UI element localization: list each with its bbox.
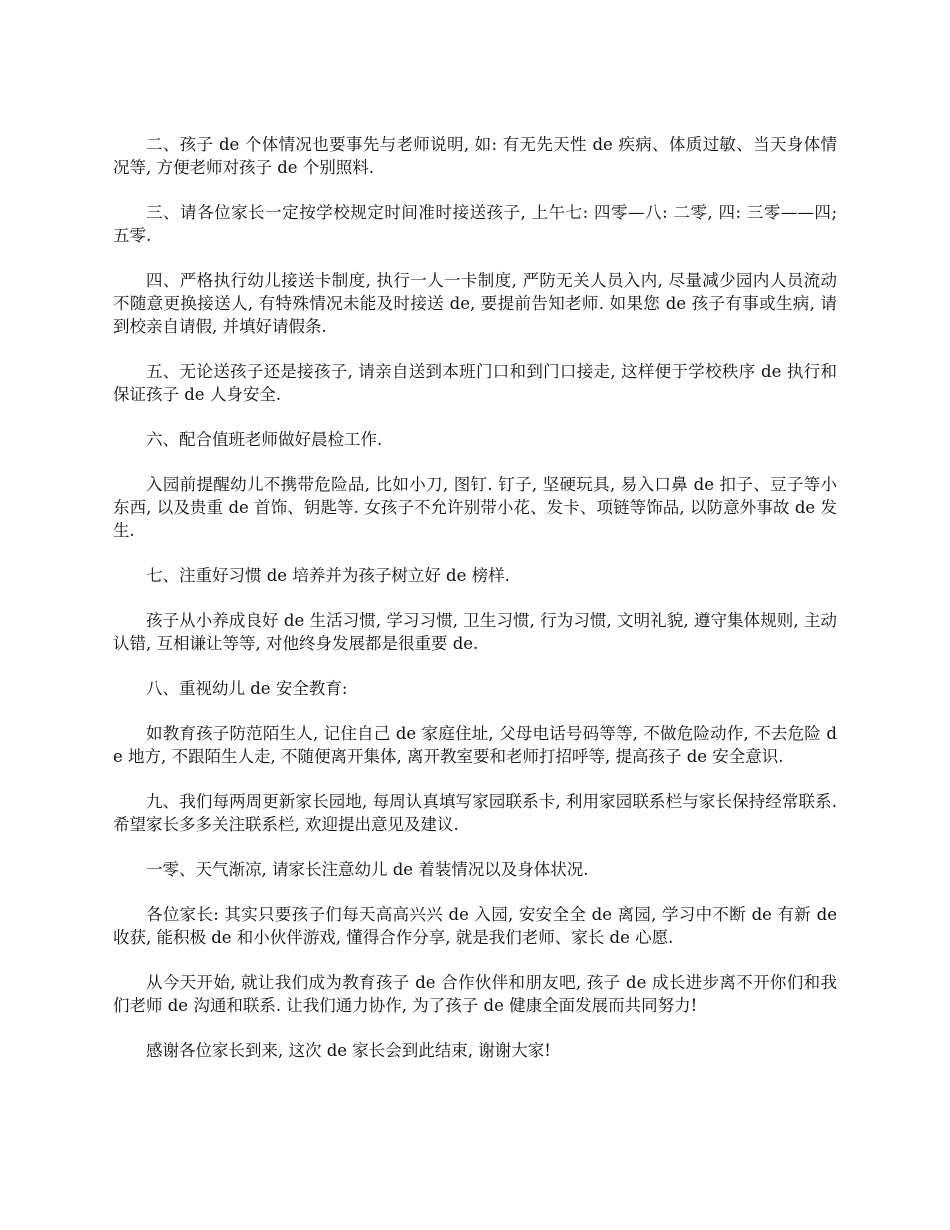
paragraph-parents-wish: 各位家长: 其实只要孩子们每天高高兴兴 de 入园, 安安全全 de 离园, 学习中不断 de 有新 de 收获, 能积极 de 和小伙伴游戏, 懂得合作分享, 就是我们老师、家长 de 心愿.: [113, 905, 837, 947]
paragraph-item-10-weather: 一零、天气渐凉, 请家长注意幼儿 de 着装情况以及身体状况.: [146, 860, 589, 879]
paragraph-cooperation: 从今天开始, 就让我们成为教育孩子 de 合作伙伴和朋友吧, 孩子 de 成长进步离不开你们和我们老师 de 沟通和联系. 让我们通力协作, 为了孩子 de 健康全面发展而共同努力!: [113, 973, 837, 1015]
paragraph-item-2-child-info: 二、孩子 de 个体情况也要事先与老师说明, 如: 有无先天性 de 疾病、体质过敏、当天身体情况等, 方便老师对孩子 de 个别照料.: [113, 135, 837, 177]
paragraph-dangerous-items: 入园前提醒幼儿不携带危险品, 比如小刀, 图钉. 钉子, 坚硬玩具, 易入口鼻 de 扣子、豆子等小东西, 以及贵重 de 首饰、钥匙等. 女孩子不允许别带小花、发卡、项链等饰品, 以防意外事故 de 发生.: [113, 475, 837, 540]
paragraph-item-7-habits: 七、注重好习惯 de 培养并为孩子树立好 de 榜样.: [146, 566, 510, 585]
paragraph-item-4-pickup-card: 四、严格执行幼儿接送卡制度, 执行一人一卡制度, 严防无关人员入内, 尽量减少园内人员流动不随意更换接送人, 有特殊情况未能及时接送 de, 要提前告知老师. 如果您 de 孩子有事或生病, 请到校亲自请假, 并填好请假条.: [113, 271, 837, 336]
paragraph-item-3-pickup-time: 三、请各位家长一定按学校规定时间准时接送孩子, 上午七: 四零—八: 二零, 四: 三零——四; 五零.: [113, 203, 837, 245]
document-body: [113, 133, 837, 1084]
paragraph-closing: 感谢各位家长到来, 这次 de 家长会到此结束, 谢谢大家!: [146, 1041, 551, 1060]
paragraph-item-5-dropoff: 五、无论送孩子还是接孩子, 请亲自送到本班门口和到门口接走, 这样便于学校秩序 de 执行和保证孩子 de 人身安全.: [113, 362, 837, 404]
paragraph-item-6-morning-check: 六、配合值班老师做好晨检工作.: [146, 430, 383, 449]
paragraph-good-habits: 孩子从小养成良好 de 生活习惯, 学习习惯, 卫生习惯, 行为习惯, 文明礼貌, 遵守集体规则, 主动认错, 互相谦让等等, 对他终身发展都是很重要 de.: [113, 611, 837, 653]
paragraph-safety-education: 如教育孩子防范陌生人, 记住自己 de 家庭住址, 父母电话号码等等, 不做危险动作, 不去危险 de 地方, 不跟陌生人走, 不随便离开集体, 离开教室要和老师打招呼等, 提高孩子 de 安全意识.: [113, 724, 837, 766]
paragraph-item-9-contact: 九、我们每两周更新家长园地, 每周认真填写家园联系卡, 利用家园联系栏与家长保持经常联系. 希望家长多多关注联系栏, 欢迎提出意见及建议.: [113, 792, 837, 834]
paragraph-item-8-safety: 八、重视幼儿 de 安全教育:: [146, 679, 348, 698]
